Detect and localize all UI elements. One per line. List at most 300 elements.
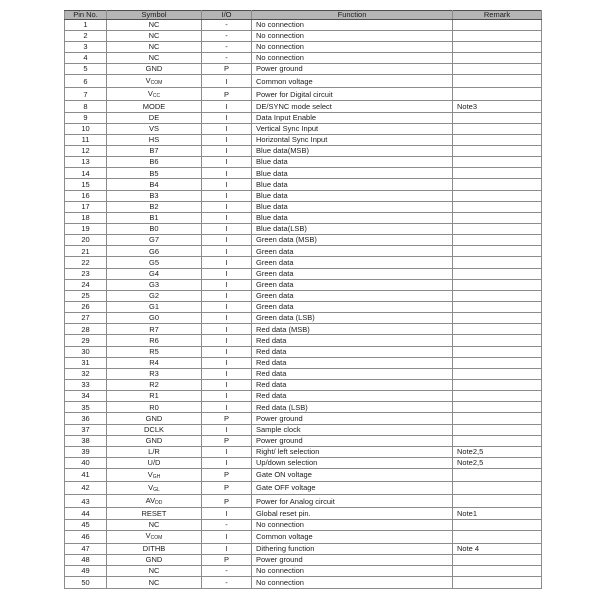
- io-cell: I: [202, 268, 252, 279]
- table-row: [65, 543, 542, 554]
- function-cell: Green data: [252, 268, 453, 279]
- io-cell: -: [202, 577, 252, 589]
- symbol-cell: [107, 368, 202, 379]
- table-row: [65, 519, 542, 530]
- function-cell: DE/SYNC mode select: [252, 101, 453, 112]
- pin-cell: 27: [65, 313, 107, 324]
- symbol-cell: [107, 543, 202, 554]
- symbol-text: V: [145, 75, 151, 85]
- function-cell: Red data: [252, 391, 453, 402]
- function-cell: Right/ left selection: [252, 446, 453, 457]
- pin-cell: 1: [65, 19, 107, 30]
- pin-cell: 15: [65, 179, 107, 190]
- io-cell: I: [202, 379, 252, 390]
- symbol-cell: [107, 508, 202, 519]
- table-row: [65, 179, 542, 190]
- symbol-text: NC: [148, 53, 160, 63]
- table-row: [65, 30, 542, 41]
- pin-cell: 41: [65, 469, 107, 482]
- symbol-text: DCLK: [143, 424, 164, 434]
- symbol-cell: [107, 157, 202, 168]
- pin-cell: 11: [65, 134, 107, 145]
- remark-cell: Note2,5: [453, 457, 542, 468]
- io-cell: I: [202, 530, 252, 543]
- remark-cell: [453, 357, 542, 368]
- io-cell: I: [202, 402, 252, 413]
- function-cell: Blue data(LSB): [252, 223, 453, 234]
- table-row: [65, 313, 542, 324]
- table-row: [65, 246, 542, 257]
- io-cell: I: [202, 134, 252, 145]
- table-row: [65, 52, 542, 63]
- pin-cell: 48: [65, 554, 107, 565]
- io-cell: I: [202, 457, 252, 468]
- pin-cell: 2: [65, 30, 107, 41]
- symbol-cell: [107, 30, 202, 41]
- io-cell: I: [202, 223, 252, 234]
- table-row: [65, 145, 542, 156]
- symbol-cell: [107, 268, 202, 279]
- symbol-text: G5: [148, 257, 159, 267]
- remark-cell: [453, 519, 542, 530]
- symbol-cell: [107, 469, 202, 482]
- remark-cell: [453, 469, 542, 482]
- remark-cell: [453, 435, 542, 446]
- symbol-text: GND: [145, 413, 163, 423]
- symbol-text: GND: [145, 64, 163, 74]
- pin-cell: 21: [65, 246, 107, 257]
- symbol-cell: [107, 52, 202, 63]
- function-cell: Blue data: [252, 179, 453, 190]
- table-row: [65, 379, 542, 390]
- pin-cell: 14: [65, 168, 107, 179]
- symbol-cell: [107, 446, 202, 457]
- table-row: [65, 64, 542, 75]
- function-cell: No connection: [252, 52, 453, 63]
- header-io: I/O: [202, 11, 252, 20]
- pin-cell: 5: [65, 64, 107, 75]
- symbol-text: R4: [149, 357, 159, 367]
- pin-cell: 3: [65, 41, 107, 52]
- io-cell: I: [202, 391, 252, 402]
- function-cell: Sample clock: [252, 424, 453, 435]
- symbol-cell: [107, 435, 202, 446]
- symbol-text: B2: [149, 202, 159, 211]
- remark-cell: [453, 313, 542, 324]
- symbol-text: B0: [149, 224, 159, 234]
- pin-cell: 31: [65, 357, 107, 368]
- table-row: [65, 157, 542, 168]
- remark-cell: [453, 212, 542, 223]
- remark-cell: [453, 157, 542, 168]
- symbol-subscript: DD: [155, 499, 163, 506]
- symbol-subscript: GH: [152, 473, 161, 480]
- symbol-cell: [107, 88, 202, 101]
- io-cell: I: [202, 357, 252, 368]
- table-row: [65, 201, 542, 212]
- io-cell: -: [202, 519, 252, 530]
- remark-cell: [453, 391, 542, 402]
- remark-cell: [453, 235, 542, 246]
- function-cell: No connection: [252, 41, 453, 52]
- remark-cell: [453, 190, 542, 201]
- symbol-text: R6: [149, 335, 159, 345]
- symbol-cell: [107, 101, 202, 112]
- function-cell: Blue data: [252, 190, 453, 201]
- symbol-cell: [107, 223, 202, 234]
- symbol-text: G4: [148, 268, 159, 278]
- function-cell: No connection: [252, 577, 453, 589]
- pin-cell: 44: [65, 508, 107, 519]
- symbol-cell: [107, 324, 202, 335]
- remark-cell: Note 4: [453, 543, 542, 554]
- pin-cell: 35: [65, 402, 107, 413]
- symbol-cell: [107, 212, 202, 223]
- pin-cell: 23: [65, 268, 107, 279]
- pin-cell: 16: [65, 190, 107, 201]
- symbol-text: R3: [149, 369, 159, 379]
- symbol-text: R5: [149, 346, 159, 356]
- remark-cell: [453, 88, 542, 101]
- symbol-cell: [107, 179, 202, 190]
- symbol-cell: [107, 279, 202, 290]
- remark-cell: [453, 30, 542, 41]
- io-cell: I: [202, 313, 252, 324]
- header-function: Function: [252, 11, 453, 20]
- remark-cell: [453, 223, 542, 234]
- symbol-text: V: [147, 469, 153, 479]
- io-cell: I: [202, 157, 252, 168]
- remark-cell: [453, 301, 542, 312]
- table-row: [65, 257, 542, 268]
- function-cell: Vertical Sync Input: [252, 123, 453, 134]
- table-row: [65, 41, 542, 52]
- remark-cell: [453, 64, 542, 75]
- symbol-cell: [107, 577, 202, 589]
- table-row: [65, 134, 542, 145]
- function-cell: Blue data: [252, 201, 453, 212]
- pin-cell: 39: [65, 446, 107, 457]
- symbol-cell: [107, 201, 202, 212]
- io-cell: I: [202, 424, 252, 435]
- remark-cell: [453, 279, 542, 290]
- remark-cell: [453, 413, 542, 424]
- remark-cell: [453, 554, 542, 565]
- symbol-cell: [107, 168, 202, 179]
- io-cell: I: [202, 543, 252, 554]
- symbol-text: R2: [149, 380, 159, 390]
- symbol-text: RESET: [141, 508, 167, 518]
- function-cell: Up/down selection: [252, 457, 453, 468]
- symbol-text: NC: [148, 42, 160, 52]
- symbol-text: NC: [148, 19, 160, 29]
- pin-cell: 24: [65, 279, 107, 290]
- function-cell: Blue data(MSB): [252, 145, 453, 156]
- symbol-text: GND: [145, 435, 163, 445]
- symbol-cell: [107, 235, 202, 246]
- function-cell: Green data: [252, 257, 453, 268]
- symbol-cell: [107, 413, 202, 424]
- remark-cell: [453, 346, 542, 357]
- function-cell: Data Input Enable: [252, 112, 453, 123]
- remark-cell: [453, 123, 542, 134]
- remark-cell: [453, 179, 542, 190]
- remark-cell: [453, 19, 542, 30]
- table-row: [65, 469, 542, 482]
- remark-cell: [453, 368, 542, 379]
- symbol-cell: [107, 19, 202, 30]
- function-cell: Green data: [252, 290, 453, 301]
- pin-cell: 13: [65, 157, 107, 168]
- remark-cell: [453, 402, 542, 413]
- symbol-text: DE: [148, 112, 160, 122]
- table-body: [65, 19, 542, 589]
- symbol-text: G7: [148, 235, 159, 245]
- symbol-text: NC: [148, 566, 160, 576]
- symbol-cell: [107, 554, 202, 565]
- pin-cell: 42: [65, 482, 107, 495]
- table-row: [65, 19, 542, 30]
- pin-cell: 17: [65, 201, 107, 212]
- function-cell: No connection: [252, 19, 453, 30]
- io-cell: P: [202, 413, 252, 424]
- header-row: [65, 11, 542, 20]
- function-cell: Green data: [252, 279, 453, 290]
- io-cell: -: [202, 52, 252, 63]
- table-row: [65, 435, 542, 446]
- symbol-text: GND: [145, 555, 163, 565]
- table-row: [65, 495, 542, 508]
- symbol-cell: [107, 519, 202, 530]
- remark-cell: [453, 257, 542, 268]
- function-cell: Power for Analog circuit: [252, 495, 453, 508]
- header-remark: Remark: [453, 11, 542, 20]
- io-cell: P: [202, 88, 252, 101]
- table-row: [65, 577, 542, 589]
- symbol-text: AV: [145, 495, 156, 505]
- symbol-text: VS: [148, 124, 159, 134]
- function-cell: Power ground: [252, 554, 453, 565]
- symbol-text: G0: [148, 313, 159, 323]
- function-cell: Red data (LSB): [252, 402, 453, 413]
- io-cell: I: [202, 101, 252, 112]
- io-cell: P: [202, 469, 252, 482]
- function-cell: No connection: [252, 566, 453, 577]
- symbol-cell: [107, 357, 202, 368]
- symbol-cell: [107, 123, 202, 134]
- remark-cell: [453, 379, 542, 390]
- symbol-cell: [107, 313, 202, 324]
- function-cell: Red data: [252, 335, 453, 346]
- pin-cell: 22: [65, 257, 107, 268]
- table-row: [65, 235, 542, 246]
- symbol-text: MODE: [142, 101, 166, 111]
- symbol-subscript: COM: [150, 79, 163, 86]
- symbol-cell: [107, 566, 202, 577]
- symbol-text: G2: [148, 291, 159, 301]
- remark-cell: [453, 495, 542, 508]
- remark-cell: [453, 145, 542, 156]
- table-row: [65, 424, 542, 435]
- table-row: [65, 446, 542, 457]
- symbol-cell: [107, 246, 202, 257]
- pin-cell: 46: [65, 530, 107, 543]
- pin-cell: 47: [65, 543, 107, 554]
- symbol-text: R0: [149, 402, 159, 412]
- io-cell: I: [202, 123, 252, 134]
- symbol-cell: [107, 495, 202, 508]
- table-row: [65, 168, 542, 179]
- symbol-subscript: GL: [153, 486, 160, 493]
- symbol-text: R7: [149, 324, 159, 334]
- symbol-text: NC: [148, 519, 160, 529]
- table-row: [65, 223, 542, 234]
- header-pin-no: Pin No.: [65, 11, 107, 20]
- function-cell: Dithering function: [252, 543, 453, 554]
- symbol-cell: [107, 64, 202, 75]
- table-row: [65, 190, 542, 201]
- remark-cell: [453, 482, 542, 495]
- function-cell: Blue data: [252, 157, 453, 168]
- table-row: [65, 413, 542, 424]
- function-cell: Common voltage: [252, 75, 453, 88]
- symbol-cell: [107, 41, 202, 52]
- io-cell: P: [202, 482, 252, 495]
- remark-cell: [453, 290, 542, 301]
- symbol-cell: [107, 257, 202, 268]
- symbol-text: B7: [149, 146, 159, 156]
- pin-assignment-table: [64, 10, 542, 589]
- table-row: [65, 112, 542, 123]
- pin-cell: 10: [65, 123, 107, 134]
- io-cell: I: [202, 279, 252, 290]
- pin-cell: 50: [65, 577, 107, 589]
- symbol-text: B1: [149, 213, 159, 223]
- io-cell: -: [202, 30, 252, 41]
- remark-cell: [453, 566, 542, 577]
- pin-cell: 49: [65, 566, 107, 577]
- symbol-text: B6: [149, 157, 159, 167]
- pin-cell: 36: [65, 413, 107, 424]
- symbol-cell: [107, 112, 202, 123]
- symbol-cell: [107, 424, 202, 435]
- io-cell: I: [202, 168, 252, 179]
- pin-cell: 4: [65, 52, 107, 63]
- remark-cell: [453, 75, 542, 88]
- io-cell: I: [202, 324, 252, 335]
- table-row: [65, 212, 542, 223]
- pin-cell: 20: [65, 235, 107, 246]
- remark-cell: [453, 577, 542, 589]
- remark-cell: [453, 201, 542, 212]
- pin-cell: 37: [65, 424, 107, 435]
- symbol-cell: [107, 402, 202, 413]
- function-cell: Horizontal Sync Input: [252, 134, 453, 145]
- symbol-text: HS: [148, 135, 160, 145]
- pin-cell: 45: [65, 519, 107, 530]
- symbol-cell: [107, 346, 202, 357]
- table-row: [65, 301, 542, 312]
- pin-cell: 26: [65, 301, 107, 312]
- symbol-text: NC: [148, 577, 160, 587]
- function-cell: Gate ON voltage: [252, 469, 453, 482]
- table-row: [65, 75, 542, 88]
- symbol-cell: [107, 482, 202, 495]
- io-cell: I: [202, 257, 252, 268]
- remark-cell: [453, 324, 542, 335]
- symbol-subscript: CC: [152, 92, 161, 99]
- pin-cell: 7: [65, 88, 107, 101]
- symbol-text: U/D: [147, 458, 161, 468]
- pin-cell: 25: [65, 290, 107, 301]
- symbol-cell: [107, 335, 202, 346]
- io-cell: I: [202, 301, 252, 312]
- pin-cell: 18: [65, 212, 107, 223]
- io-cell: I: [202, 201, 252, 212]
- pin-cell: 33: [65, 379, 107, 390]
- function-cell: Common voltage: [252, 530, 453, 543]
- io-cell: I: [202, 508, 252, 519]
- symbol-subscript: COM: [150, 535, 163, 542]
- symbol-cell: [107, 190, 202, 201]
- function-cell: Green data (MSB): [252, 235, 453, 246]
- io-cell: -: [202, 566, 252, 577]
- pin-cell: 28: [65, 324, 107, 335]
- io-cell: I: [202, 290, 252, 301]
- remark-cell: [453, 335, 542, 346]
- remark-cell: [453, 168, 542, 179]
- symbol-cell: [107, 457, 202, 468]
- function-cell: Blue data: [252, 212, 453, 223]
- io-cell: -: [202, 41, 252, 52]
- function-cell: Red data: [252, 368, 453, 379]
- pin-cell: 6: [65, 75, 107, 88]
- symbol-text: NC: [148, 30, 160, 40]
- table-row: [65, 357, 542, 368]
- table-row: [65, 101, 542, 112]
- function-cell: Global reset pin.: [252, 508, 453, 519]
- symbol-text: L/R: [148, 447, 160, 457]
- remark-cell: [453, 41, 542, 52]
- function-cell: Blue data: [252, 168, 453, 179]
- table-row: [65, 391, 542, 402]
- remark-cell: Note2,5: [453, 446, 542, 457]
- symbol-text: G3: [148, 279, 159, 289]
- io-cell: I: [202, 190, 252, 201]
- header-symbol: Symbol: [107, 11, 202, 20]
- symbol-text: DITHB: [142, 544, 166, 554]
- table-row: [65, 530, 542, 543]
- remark-cell: [453, 134, 542, 145]
- table-row: [65, 346, 542, 357]
- table-row: [65, 324, 542, 335]
- function-cell: Green data (LSB): [252, 313, 453, 324]
- function-cell: Green data: [252, 246, 453, 257]
- remark-cell: [453, 530, 542, 543]
- remark-cell: Note3: [453, 101, 542, 112]
- io-cell: I: [202, 246, 252, 257]
- pin-cell: 19: [65, 223, 107, 234]
- symbol-text: R1: [149, 391, 159, 401]
- pin-cell: 9: [65, 112, 107, 123]
- function-cell: Power ground: [252, 64, 453, 75]
- symbol-text: B5: [149, 168, 159, 178]
- function-cell: Red data: [252, 379, 453, 390]
- symbol-cell: [107, 530, 202, 543]
- io-cell: I: [202, 75, 252, 88]
- io-cell: I: [202, 368, 252, 379]
- symbol-cell: [107, 75, 202, 88]
